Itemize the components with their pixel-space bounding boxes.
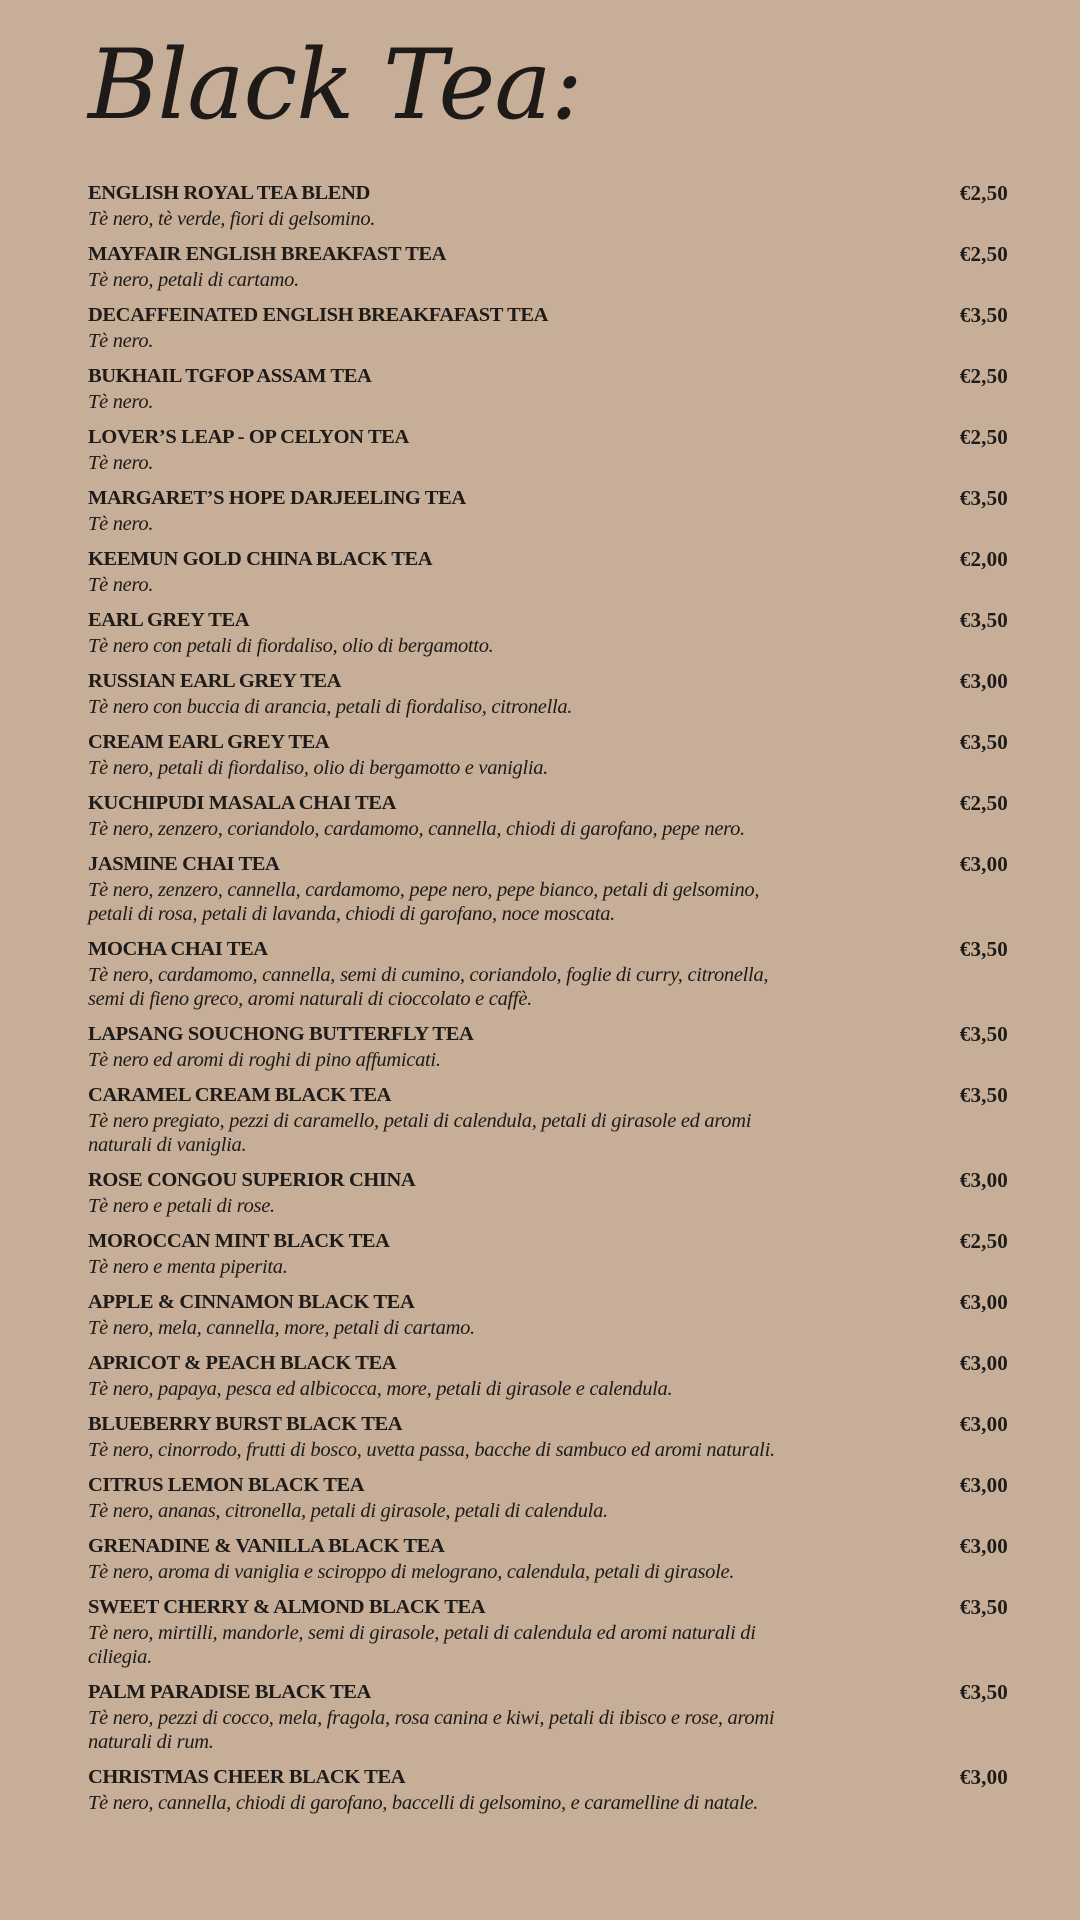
menu-item-name: ENGLISH ROYAL TEA BLEND: [88, 182, 370, 204]
menu-item: [88, 1764, 1008, 1815]
menu-item-name: CARAMEL CREAM BLACK TEA: [88, 1084, 392, 1106]
menu-item-price: €3,50: [959, 1595, 1008, 1619]
menu-item: [88, 1021, 1008, 1072]
menu-item-description: Tè nero.: [88, 452, 154, 474]
menu-item: [88, 1228, 1008, 1279]
menu-item: [88, 729, 1008, 780]
menu-item: [88, 1679, 1008, 1754]
menu-item-price: €2,50: [959, 242, 1008, 266]
menu-item-name: PALM PARADISE BLACK TEA: [88, 1681, 371, 1703]
menu-item-price: €3,50: [959, 1022, 1008, 1046]
menu-item: [88, 851, 1008, 926]
menu-item-name: MOCHA CHAI TEA: [88, 938, 268, 960]
menu-item-name: ROSE CONGOU SUPERIOR CHINA: [88, 1169, 416, 1191]
menu-item: [88, 1289, 1008, 1340]
menu-item-description: Tè nero con buccia di arancia, petali di fiordaliso, citronella.: [88, 696, 573, 718]
menu-item-name: BUKHAIL TGFOP ASSAM TEA: [88, 365, 372, 387]
menu-item-name: RUSSIAN EARL GREY TEA: [88, 670, 342, 692]
menu-item-description: Tè nero, petali di fiordaliso, olio di bergamotto e vaniglia.: [88, 757, 549, 779]
menu-item-name: JASMINE CHAI TEA: [88, 853, 280, 875]
menu-item: [88, 485, 1008, 536]
menu-item-name: APRICOT & PEACH BLACK TEA: [88, 1352, 397, 1374]
menu-item-price: €3,00: [959, 1534, 1008, 1558]
menu-item-description: Tè nero, zenzero, coriandolo, cardamomo, cannella, chiodi di garofano, pepe nero.: [88, 818, 745, 840]
menu-item-description: Tè nero.: [88, 513, 154, 535]
menu-item-price: €3,50: [959, 937, 1008, 961]
menu-item: [88, 607, 1008, 658]
menu-item: [88, 302, 1008, 353]
menu-item-description: Tè nero, mirtilli, mandorle, semi di girasole, petali di calendula ed aromi naturali di ciliegia.: [88, 1622, 756, 1668]
menu-item-description: Tè nero e petali di rose.: [88, 1195, 275, 1217]
menu-item-price: €2,50: [959, 364, 1008, 388]
menu-item-name: BLUEBERRY BURST BLACK TEA: [88, 1413, 403, 1435]
menu-item-price: €3,00: [959, 1290, 1008, 1314]
menu-item: [88, 1533, 1008, 1584]
menu-item-price: €2,50: [959, 791, 1008, 815]
menu-item-price: €2,50: [959, 181, 1008, 205]
menu-item-description: Tè nero, pezzi di cocco, mela, fragola, rosa canina e kiwi, petali di ibisco e rose, aromi naturali di rum.: [88, 1707, 775, 1753]
page-title: Black Tea:: [88, 29, 582, 141]
menu-item-description: Tè nero, tè verde, fiori di gelsomino.: [88, 208, 376, 230]
menu-item-description: Tè nero pregiato, pezzi di caramello, petali di calendula, petali di girasole ed aromi naturali di vaniglia.: [88, 1110, 752, 1156]
menu-item-name: APPLE & CINNAMON BLACK TEA: [88, 1291, 415, 1313]
menu-item-description: Tè nero, petali di cartamo.: [88, 269, 299, 291]
menu-item-price: €3,00: [959, 1473, 1008, 1497]
menu-item-description: Tè nero, papaya, pesca ed albicocca, more, petali di girasole e calendula.: [88, 1378, 673, 1400]
menu-item-price: €3,50: [959, 1680, 1008, 1704]
menu-item-description: Tè nero, cinorrodo, frutti di bosco, uvetta passa, bacche di sambuco ed aromi naturali.: [88, 1439, 775, 1461]
menu-item-name: DECAFFEINATED ENGLISH BREAKFAFAST TEA: [88, 304, 549, 326]
tea-menu-list: [88, 180, 1008, 1825]
menu-item-price: €3,00: [959, 1412, 1008, 1436]
menu-item-description: Tè nero.: [88, 330, 154, 352]
menu-item-name: LAPSANG SOUCHONG BUTTERFLY TEA: [88, 1023, 474, 1045]
menu-item: [88, 1350, 1008, 1401]
menu-item: [88, 363, 1008, 414]
menu-item-name: CHRISTMAS CHEER BLACK TEA: [88, 1766, 406, 1788]
menu-item-price: €3,50: [959, 608, 1008, 632]
menu-item-name: MOROCCAN MINT BLACK TEA: [88, 1230, 390, 1252]
menu-item-price: €2,00: [959, 547, 1008, 571]
menu-item-name: LOVER’S LEAP - OP CELYON TEA: [88, 426, 409, 448]
menu-item-description: Tè nero, zenzero, cannella, cardamomo, pepe nero, pepe bianco, petali di gelsomino, petali di rosa, petali di lavanda, chiodi di garofano, noce moscata.: [88, 879, 760, 925]
menu-item-name: KEEMUN GOLD CHINA BLACK TEA: [88, 548, 433, 570]
menu-item-name: CREAM EARL GREY TEA: [88, 731, 330, 753]
menu-item-price: €3,00: [959, 852, 1008, 876]
menu-item-price: €3,50: [959, 1083, 1008, 1107]
menu-item-price: €3,00: [959, 1168, 1008, 1192]
menu-item-price: €3,00: [959, 669, 1008, 693]
menu-item: [88, 1167, 1008, 1218]
menu-item-price: €3,00: [959, 1351, 1008, 1375]
menu-item: [88, 668, 1008, 719]
menu-item-description: Tè nero, ananas, citronella, petali di girasole, petali di calendula.: [88, 1500, 608, 1522]
menu-item-price: €3,00: [959, 1765, 1008, 1789]
menu-item-price: €3,50: [959, 303, 1008, 327]
menu-item-name: MARGARET’S HOPE DARJEELING TEA: [88, 487, 466, 509]
menu-item: [88, 790, 1008, 841]
menu-item: [88, 424, 1008, 475]
menu-item-name: KUCHIPUDI MASALA CHAI TEA: [88, 792, 396, 814]
menu-item-description: Tè nero, cardamomo, cannella, semi di cumino, coriandolo, foglie di curry, citronella, semi di fieno greco, aromi naturali di cioccolato e caffè.: [88, 964, 769, 1010]
menu-item: [88, 1411, 1008, 1462]
menu-item-name: CITRUS LEMON BLACK TEA: [88, 1474, 365, 1496]
menu-item: [88, 936, 1008, 1011]
menu-item-price: €2,50: [959, 425, 1008, 449]
menu-item: [88, 546, 1008, 597]
menu-item-description: Tè nero.: [88, 391, 154, 413]
menu-item-name: GRENADINE & VANILLA BLACK TEA: [88, 1535, 445, 1557]
menu-item-name: SWEET CHERRY & ALMOND BLACK TEA: [88, 1596, 486, 1618]
menu-item: [88, 180, 1008, 231]
menu-item-price: €3,50: [959, 730, 1008, 754]
menu-item-description: Tè nero, cannella, chiodi di garofano, baccelli di gelsomino, e caramelline di natale.: [88, 1792, 759, 1814]
menu-item-description: Tè nero con petali di fiordaliso, olio di bergamotto.: [88, 635, 494, 657]
menu-item-description: Tè nero, aroma di vaniglia e sciroppo di melograno, calendula, petali di girasole.: [88, 1561, 735, 1583]
menu-item-description: Tè nero e menta piperita.: [88, 1256, 288, 1278]
menu-item-name: EARL GREY TEA: [88, 609, 250, 631]
menu-item-price: €3,50: [959, 486, 1008, 510]
menu-item-price: €2,50: [959, 1229, 1008, 1253]
menu-item-name: MAYFAIR ENGLISH BREAKFAST TEA: [88, 243, 447, 265]
menu-item: [88, 1082, 1008, 1157]
menu-item: [88, 241, 1008, 292]
menu-item-description: Tè nero.: [88, 574, 154, 596]
menu-item: [88, 1594, 1008, 1669]
menu-item-description: Tè nero, mela, cannella, more, petali di cartamo.: [88, 1317, 475, 1339]
menu-item-description: Tè nero ed aromi di roghi di pino affumicati.: [88, 1049, 441, 1071]
menu-item: [88, 1472, 1008, 1523]
